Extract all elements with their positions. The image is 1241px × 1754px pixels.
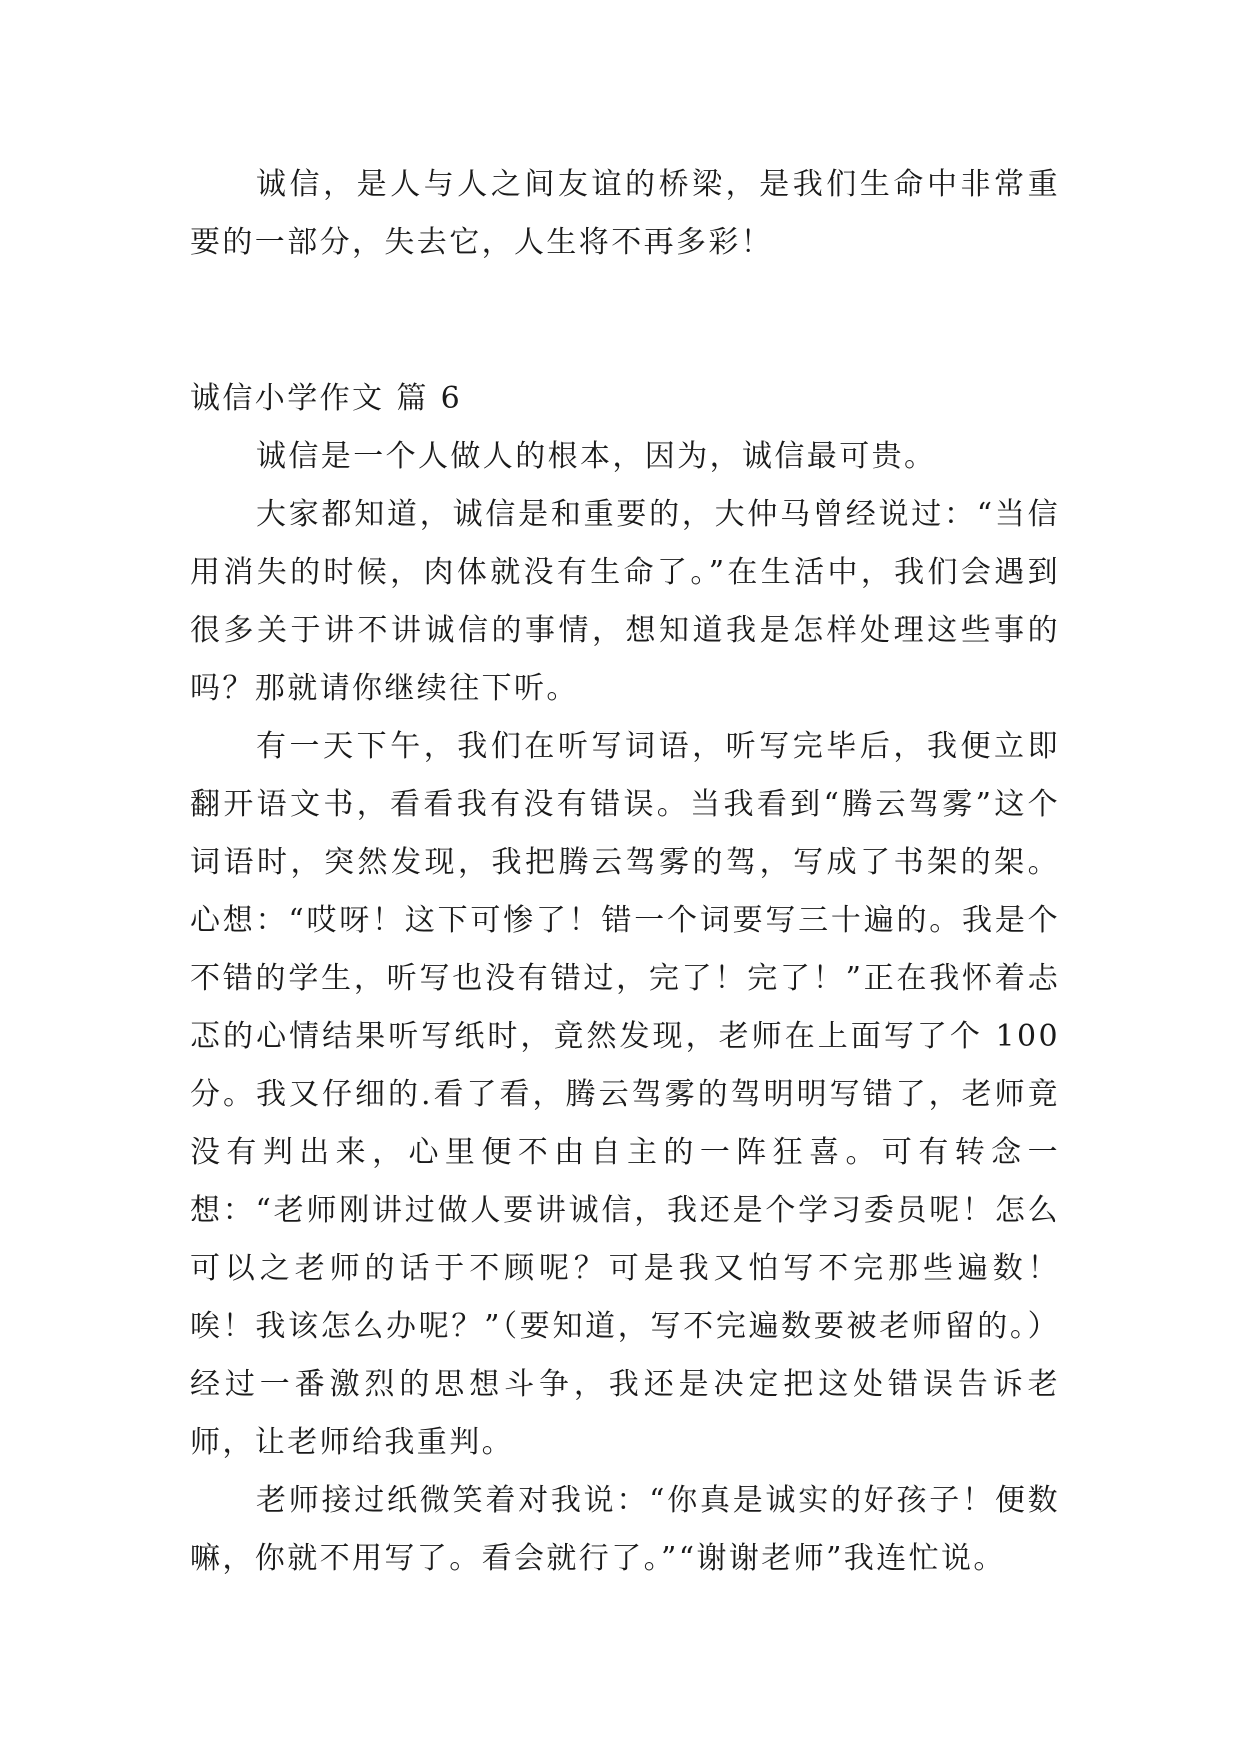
document-body <box>190 156 1060 1588</box>
paragraph-2: 大家都知道，诚信是和重要的，大仲马曾经说过：“当信用消失的时候，肉体就没有生命了。”在生活中，我们会遇到很多关于讲不讲诚信的事情，想知道我是怎样处理这些事的吗？那就请你继续往下听。 <box>190 497 1060 706</box>
section-spacer <box>190 272 1060 370</box>
section-heading: 诚信小学作文 篇 6 <box>190 381 463 416</box>
paragraph-1: 诚信是一个人做人的根本，因为，诚信最可贵。 <box>256 439 937 474</box>
intro-paragraph: 诚信，是人与人之间友谊的桥梁，是我们生命中非常重要的一部分，失去它，人生将不再多彩！ <box>190 167 1060 260</box>
paragraph-3: 有一天下午，我们在听写词语，听写完毕后，我便立即翻开语文书，看看我有没有错误。当我看到“腾云驾雾”这个词语时，突然发现，我把腾云驾雾的驾，写成了书架的架。心想：“哎呀！这下可惨了！错一个词要写三十遍的。我是个不错的学生，听写也没有错过，完了！完了！”正在我怀着忐忑的心情结果听写纸时，竟然发现，老师在上面写了个 100 分。我又仔细的.看了看，腾云驾雾的驾明明写错了，老师竟没有判出来，心里便不由自主的一阵狂喜。可有转念一想：“老师刚讲过做人要讲诚信，我还是个学习委员呢！怎么可以之老师的话于不顾呢？可是我又怕写不完那些遍数！唉！我该怎么办呢？”（要知道，写不完遍数要被老师留的。）经过一番激烈的思想斗争，我还是决定把这处错误告诉老师，让老师给我重判。 <box>190 729 1060 1460</box>
paragraph-4: 老师接过纸微笑着对我说：“你真是诚实的好孩子！便数嘛，你就不用写了。看会就行了。”“谢谢老师”我连忙说。 <box>190 1483 1060 1576</box>
